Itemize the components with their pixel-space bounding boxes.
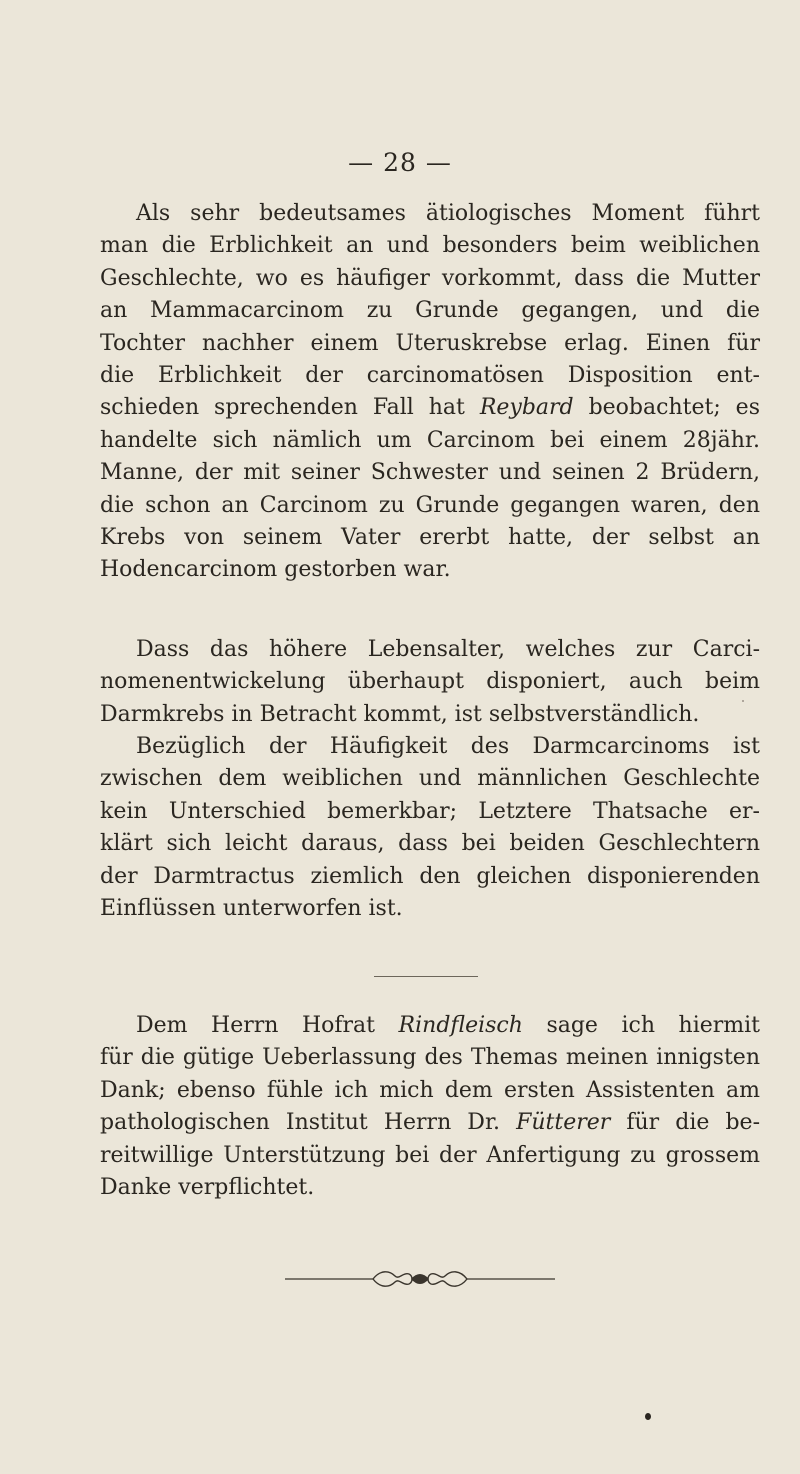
text-line: Geschlechte, wo es häufiger vorkommt, dass die Mutter bbox=[100, 265, 760, 291]
text-line bbox=[100, 392, 760, 424]
text-line: Als sehr bedeutsames ätiologisches Moment führt bbox=[136, 201, 760, 226]
text-line: kein Unterschied bemerkbar; Letztere Thatsache er- bbox=[100, 798, 760, 824]
text-line: Dank; ebenso fühle ich mich dem ersten Assistenten am bbox=[100, 1077, 760, 1103]
text-line: Dass das höhere Lebensalter, welches zur Carci- bbox=[136, 637, 760, 662]
text-line: Hodencarcinom gestorben war. bbox=[100, 557, 451, 583]
text-segment: pathologischen Institut Herrn Dr. bbox=[100, 1110, 517, 1136]
paragraph-acknowledgement bbox=[100, 1010, 760, 1204]
section-divider bbox=[374, 976, 478, 977]
paragraph-1 bbox=[100, 198, 760, 587]
text-line: Krebs von seinem Vater ererbt hatte, der selbst an bbox=[100, 525, 760, 551]
paragraph-3 bbox=[100, 731, 760, 925]
text-line: nomenentwickelung überhaupt disponiert, auch beim bbox=[100, 669, 760, 695]
paragraph-2 bbox=[100, 634, 760, 731]
text-line: man die Erblichkeit an und besonders beim weiblichen bbox=[100, 233, 760, 259]
text-line: die Erblichkeit der carcinomatösen Disposition ent- bbox=[100, 363, 760, 389]
text-line: Tochter nachher einem Uteruskrebse erlag. Einen für bbox=[100, 330, 760, 356]
author-name: Reybard bbox=[479, 395, 574, 421]
person-name: Fütterer bbox=[516, 1110, 611, 1136]
page-number: — 28 — bbox=[348, 148, 452, 177]
text-line: klärt sich leicht daraus, dass bei beiden Geschlechtern bbox=[100, 831, 760, 857]
text-line: Darmkrebs in Betracht kommt, ist selbstverständlich. bbox=[100, 701, 700, 727]
text-segment: Dem Herrn Hofrat bbox=[136, 1013, 399, 1038]
text-line: Einflüssen unterworfen ist. bbox=[100, 896, 403, 922]
ink-spot bbox=[645, 1413, 651, 1420]
text-line: Danke verpflichtet. bbox=[100, 1175, 315, 1201]
text-line bbox=[100, 1107, 760, 1139]
text-line: die schon an Carcinom zu Grunde gegangen waren, den bbox=[100, 492, 760, 518]
text-line: zwischen dem weiblichen und männlichen Geschlechte bbox=[100, 766, 760, 792]
text-line: Manne, der mit seiner Schwester und seinen 2 Brüdern, bbox=[100, 460, 760, 486]
printer-ornament-icon bbox=[285, 1268, 555, 1290]
text-line: Bezüglich der Häufigkeit des Darmcarcinoms ist bbox=[136, 734, 760, 759]
text-segment: für die be- bbox=[610, 1110, 761, 1136]
text-line bbox=[100, 1010, 760, 1042]
text-segment: schieden sprechenden Fall hat bbox=[100, 395, 480, 421]
text-line: für die gütige Ueberlassung des Themas meinen innigsten bbox=[100, 1045, 760, 1071]
text-segment: sage ich hiermit bbox=[522, 1013, 761, 1038]
text-line: an Mammacarcinom zu Grunde gegangen, und die bbox=[100, 298, 760, 324]
text-line: handelte sich nämlich um Carcinom bei einem 28jähr. bbox=[100, 427, 760, 453]
person-name: Rindfleisch bbox=[398, 1013, 523, 1038]
paper-speck bbox=[742, 700, 744, 702]
text-segment: beobachtet; es bbox=[573, 395, 760, 421]
text-line: reitwillige Unterstützung bei der Anfertigung zu grossem bbox=[100, 1142, 760, 1168]
text-line: der Darmtractus ziemlich den gleichen disponierenden bbox=[100, 863, 760, 889]
